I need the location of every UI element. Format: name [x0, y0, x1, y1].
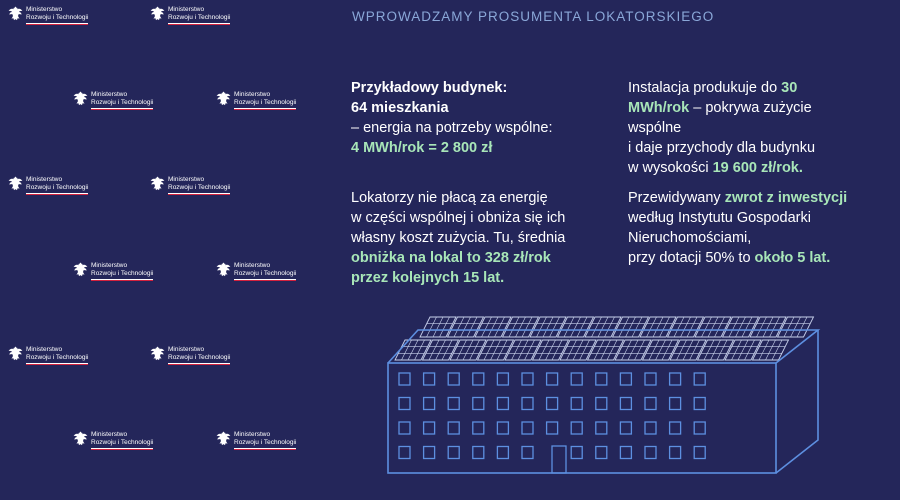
logo-line-1: Ministerstwo: [234, 262, 271, 269]
production-unit: MWh/rok: [628, 100, 690, 116]
page-title: WPROWADZAMY PROSUMENTA LOKATORSKIEGO: [352, 9, 715, 24]
window: [497, 447, 508, 459]
return-line-2: według Instytutu Gospodarki: [628, 210, 811, 226]
logo-line-2: Rozwoju i Technologii: [234, 269, 297, 277]
window: [670, 422, 681, 434]
solar-panel-cell-line: [573, 340, 583, 360]
window: [571, 373, 582, 385]
window: [547, 398, 558, 410]
window: [645, 373, 656, 385]
window: [620, 422, 631, 434]
window: [645, 398, 656, 410]
logo-line-2: Rozwoju i Technologii: [234, 98, 297, 106]
window: [547, 422, 558, 434]
logo-line-2: Rozwoju i Technologii: [26, 353, 89, 361]
solar-panel-cell-line: [628, 340, 638, 360]
installation-line-4: i daje przychody dla budynku: [628, 140, 816, 156]
window: [399, 447, 410, 459]
solar-panel: [558, 317, 594, 337]
solar-panel-cell-line: [571, 317, 581, 337]
window: [522, 447, 533, 459]
solar-panel: [505, 340, 541, 360]
logo-line-2: Rozwoju i Technologii: [91, 438, 154, 446]
window: [670, 373, 681, 385]
solar-panel-cell-line: [463, 340, 473, 360]
solar-panel-cell-line: [436, 340, 446, 360]
solar-panel: [533, 340, 569, 360]
solar-panel-cell-line: [763, 317, 773, 337]
window: [424, 447, 435, 459]
window: [448, 422, 459, 434]
apartments-count: 64 mieszkania: [351, 100, 449, 116]
window: [571, 447, 582, 459]
building-label: Przykładowy budynek:: [351, 80, 508, 96]
solar-panel-cell-line: [488, 317, 498, 337]
window: [473, 398, 484, 410]
solar-panel-cell-line: [491, 340, 501, 360]
installation-line-3: wspólne: [628, 120, 682, 136]
return-highlight: zwrot z inwestycji: [724, 190, 848, 206]
window: [596, 398, 607, 410]
logo-line-1: Ministerstwo: [91, 431, 128, 438]
solar-panel: [478, 340, 514, 360]
common-energy-value: 4 MWh/rok = 2 800 zł: [351, 140, 493, 156]
window: [473, 373, 484, 385]
revenue-value: 19 600 zł/rok.: [712, 160, 803, 176]
window: [694, 398, 705, 410]
solar-panel-cell-line: [601, 340, 611, 360]
window: [694, 447, 705, 459]
logo-line-1: Ministerstwo: [168, 346, 205, 353]
solar-panel: [448, 317, 484, 337]
logo-line-1: Ministerstwo: [26, 6, 63, 13]
solar-panel: [695, 317, 731, 337]
window: [670, 398, 681, 410]
solar-panel: [423, 340, 459, 360]
logo-line-2: Rozwoju i Technologii: [91, 98, 154, 106]
window: [522, 422, 533, 434]
return-line-3: Nieruchomościami,: [628, 230, 752, 246]
solar-panel-cell-line: [433, 317, 443, 337]
window: [596, 422, 607, 434]
solar-panel-cell-line: [683, 340, 693, 360]
window: [620, 398, 631, 410]
window: [596, 447, 607, 459]
window: [620, 447, 631, 459]
window: [571, 398, 582, 410]
solar-panel: [750, 317, 786, 337]
solar-panel: [420, 317, 456, 337]
solar-panel-cell-line: [791, 317, 801, 337]
solar-panel-cell-line: [738, 340, 748, 360]
revenue-text: w wysokości: [628, 160, 713, 176]
solar-panel: [643, 340, 679, 360]
solar-panel: [530, 317, 566, 337]
window: [448, 447, 459, 459]
window: [645, 447, 656, 459]
window: [596, 373, 607, 385]
logo-line-1: Ministerstwo: [168, 6, 205, 13]
window: [399, 373, 410, 385]
solar-panel-cell-line: [766, 340, 776, 360]
solar-panel-cell-line: [708, 317, 718, 337]
logo-line-1: Ministerstwo: [26, 176, 63, 183]
solar-panel: [725, 340, 761, 360]
solar-panel-cell-line: [461, 317, 471, 337]
logo-line-2: Rozwoju i Technologii: [26, 183, 89, 191]
savings-highlight-1: obniżka na lokal to 328 zł/rok: [351, 250, 551, 266]
solar-panel-cell-line: [736, 317, 746, 337]
logo-line-1: Ministerstwo: [91, 91, 128, 98]
window: [694, 373, 705, 385]
window: [497, 398, 508, 410]
tenants-line-1: Lokatorzy nie płacą za energię: [351, 190, 548, 206]
building-door: [552, 446, 566, 473]
window: [497, 373, 508, 385]
solar-panel-cell-line: [598, 317, 608, 337]
solar-panel-cell-line: [546, 340, 556, 360]
logo-line-1: Ministerstwo: [234, 431, 271, 438]
solar-panel-cell-line: [543, 317, 553, 337]
window: [522, 398, 533, 410]
solar-panel: [588, 340, 624, 360]
window: [399, 398, 410, 410]
solar-panel: [668, 317, 704, 337]
window: [645, 422, 656, 434]
window: [448, 373, 459, 385]
window: [497, 422, 508, 434]
solar-panel: [585, 317, 621, 337]
window: [522, 373, 533, 385]
window: [424, 373, 435, 385]
solar-panel-cell-line: [518, 340, 528, 360]
solar-panel: [723, 317, 759, 337]
window: [424, 422, 435, 434]
logo-line-1: Ministerstwo: [234, 91, 271, 98]
subsidy-text: przy dotacji 50% to: [628, 250, 755, 266]
window: [473, 422, 484, 434]
solar-panel-cell-line: [653, 317, 663, 337]
solar-panel: [613, 317, 649, 337]
solar-panel-cell-line: [681, 317, 691, 337]
solar-panels: [395, 317, 814, 360]
tenants-line-2: w części wspólnej i obniża się ich: [351, 210, 566, 226]
window: [424, 398, 435, 410]
logo-line-2: Rozwoju i Technologii: [91, 269, 154, 277]
logo-line-2: Rozwoju i Technologii: [168, 183, 231, 191]
logo-line-1: Ministerstwo: [26, 346, 63, 353]
savings-highlight-2: przez kolejnych 15 lat.: [351, 270, 505, 286]
solar-panel: [640, 317, 676, 337]
payback-value: około 5 lat.: [754, 250, 831, 266]
solar-panel: [615, 340, 651, 360]
logo-line-2: Rozwoju i Technologii: [168, 353, 231, 361]
solar-panel: [778, 317, 814, 337]
return-text: Przewidywany: [628, 190, 725, 206]
window: [620, 373, 631, 385]
covers-usage-text: – pokrywa zużycie: [689, 100, 812, 116]
window: [473, 447, 484, 459]
window: [399, 422, 410, 434]
window: [448, 398, 459, 410]
solar-panel: [450, 340, 486, 360]
installation-text: Instalacja produkuje do: [628, 80, 782, 96]
solar-panel-cell-line: [711, 340, 721, 360]
solar-panel: [503, 317, 539, 337]
logo-line-1: Ministerstwo: [91, 262, 128, 269]
window: [694, 422, 705, 434]
solar-panel-cell-line: [626, 317, 636, 337]
window: [547, 373, 558, 385]
logo-line-2: Rozwoju i Technologii: [168, 13, 231, 21]
solar-panel: [475, 317, 511, 337]
solar-panel-cell-line: [516, 317, 526, 337]
solar-panel: [698, 340, 734, 360]
solar-panel: [670, 340, 706, 360]
solar-panel: [560, 340, 596, 360]
common-energy-label: – energia na potrzeby wspólne:: [351, 120, 553, 136]
solar-panel-cell-line: [656, 340, 666, 360]
window: [670, 447, 681, 459]
tenants-line-3: własny koszt zużycia. Tu, średnia: [351, 230, 566, 246]
solar-panel-cell-line: [408, 340, 418, 360]
logo-line-2: Rozwoju i Technologii: [234, 438, 297, 446]
production-value: 30: [781, 80, 798, 96]
logo-line-1: Ministerstwo: [168, 176, 205, 183]
window: [571, 422, 582, 434]
logo-line-2: Rozwoju i Technologii: [26, 13, 89, 21]
